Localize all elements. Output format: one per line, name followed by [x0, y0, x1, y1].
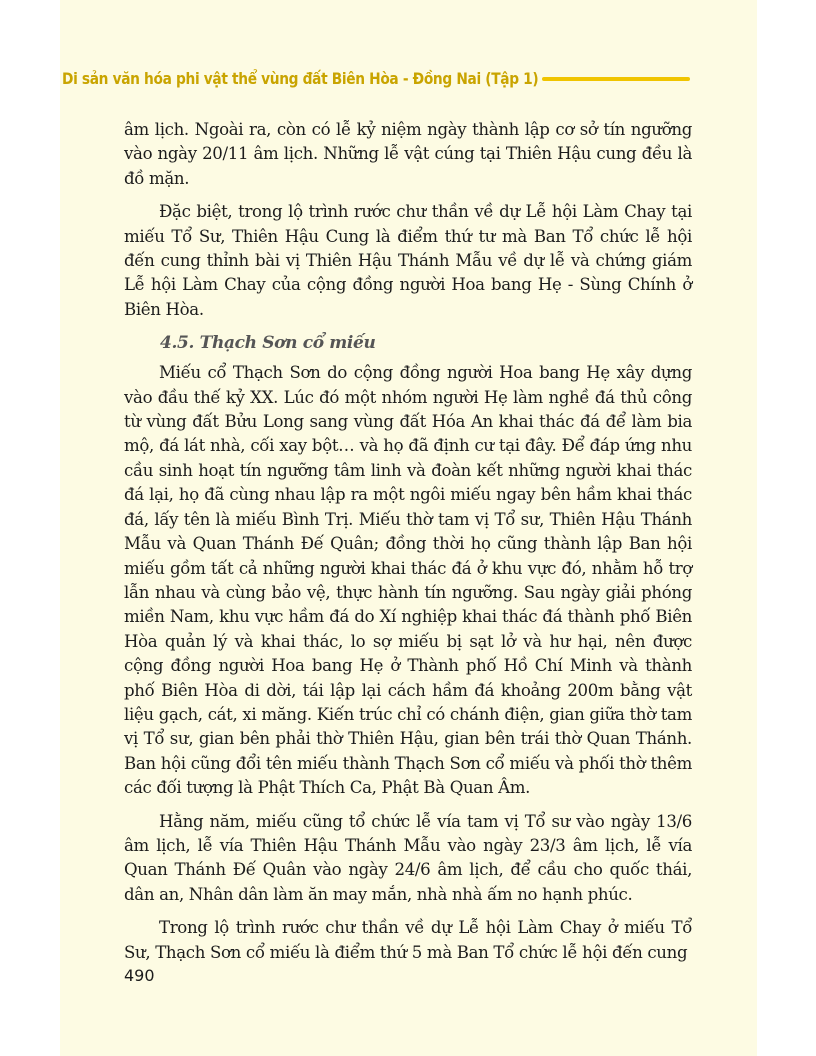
page-number: 490 — [124, 966, 155, 985]
header-title: Di sản văn hóa phi vật thể vùng đất Biên Hòa - Đồng Nai (Tập 1) — [62, 68, 539, 88]
body-text — [124, 118, 692, 974]
running-header — [62, 62, 690, 94]
paragraph: âm lịch. Ngoài ra, còn có lễ kỷ niệm ngày thành lập cơ sở tín ngưỡng vào ngày 20/11 âm lịch. Những lễ vật cúng tại Thiên Hậu cung đều là đồ mặn. — [124, 120, 692, 188]
paragraph: Hằng năm, miếu cũng tổ chức lễ vía tam vị Tổ sư vào ngày 13/6 âm lịch, lễ vía Thiên Hậu Thánh Mẫu vào ngày 23/3 âm lịch, lễ vía Quan Thánh Đế Quân vào ngày 24/6 âm lịch, để cầu cho quốc thái, dân an, Nhân dân làm ăn may mắn, nhà nhà ấm no hạnh phúc. — [124, 811, 692, 904]
section-heading: 4.5. Thạch Sơn cổ miếu — [160, 333, 376, 354]
header-rule — [542, 77, 690, 81]
paragraph: Trong lộ trình rước chư thần về dự Lễ hội Làm Chay ở miếu Tổ Sư, Thạch Sơn cổ miếu là điểm thứ 5 mà Ban Tổ chức lễ hội đến cung — [124, 918, 692, 962]
paragraph: Miếu cổ Thạch Sơn do cộng đồng người Hoa bang Hẹ xây dựng vào đầu thế kỷ XX. Lúc đó một nhóm người Hẹ làm nghề đá thủ công từ vùng đất Bửu Long sang vùng đất Hóa An khai thác đá để làm bia mộ, đá lát nhà, cối xay bột… và họ đã định cư tại đây. Để đáp ứng nhu cầu sinh hoạt tín ngưỡng tâm linh và đoàn kết những người khai thác đá lại, họ đã cùng nhau lập ra một ngôi miếu ngay bên hầm khai thác đá, lấy tên là miếu Bình Trị. Miếu thờ tam vị Tổ sư, Thiên Hậu Thánh Mẫu và Quan Thánh Đế Quân; đồng thời họ cũng thành lập Ban hội miếu gồm tất cả những người khai thác đá ở khu vực đó, nhằm hỗ trợ lẫn nhau và cùng bảo vệ, thực hành tín ngưỡng. Sau ngày giải phóng miền Nam, khu vực hầm đá do Xí nghiệp khai thác đá thành phố Biên Hòa quản lý và khai thác, lo sợ miếu bị sạt lở và hư hại, nên được cộng đồng người Hoa bang Hẹ ở Thành phố Hồ Chí Minh và thành phố Biên Hòa di dời, tái lập lại cách hầm đá khoảng 200m bằng vật liệu gạch, cát, xi măng. Kiến trúc chỉ có chánh điện, gian giữa thờ tam vị Tổ sư, gian bên phải thờ Thiên Hậu, gian bên trái thờ Quan Thánh. Ban hội cũng đổi tên miếu thành Thạch Sơn cổ miếu và phối thờ thêm các đối tượng là Phật Thích Ca, Phật Bà Quan Âm. — [124, 363, 692, 798]
paragraph: Đặc biệt, trong lộ trình rước chư thần về dự Lễ hội Làm Chay tại miếu Tổ Sư, Thiên Hậu Cung là điểm thứ tư mà Ban Tổ chức lễ hội đến cung thỉnh bài vị Thiên Hậu Thánh Mẫu về dự lễ và chứng giám Lễ hội Làm Chay của cộng đồng người Hoa bang Hẹ - Sùng Chính ở Biên Hòa. — [124, 202, 692, 319]
